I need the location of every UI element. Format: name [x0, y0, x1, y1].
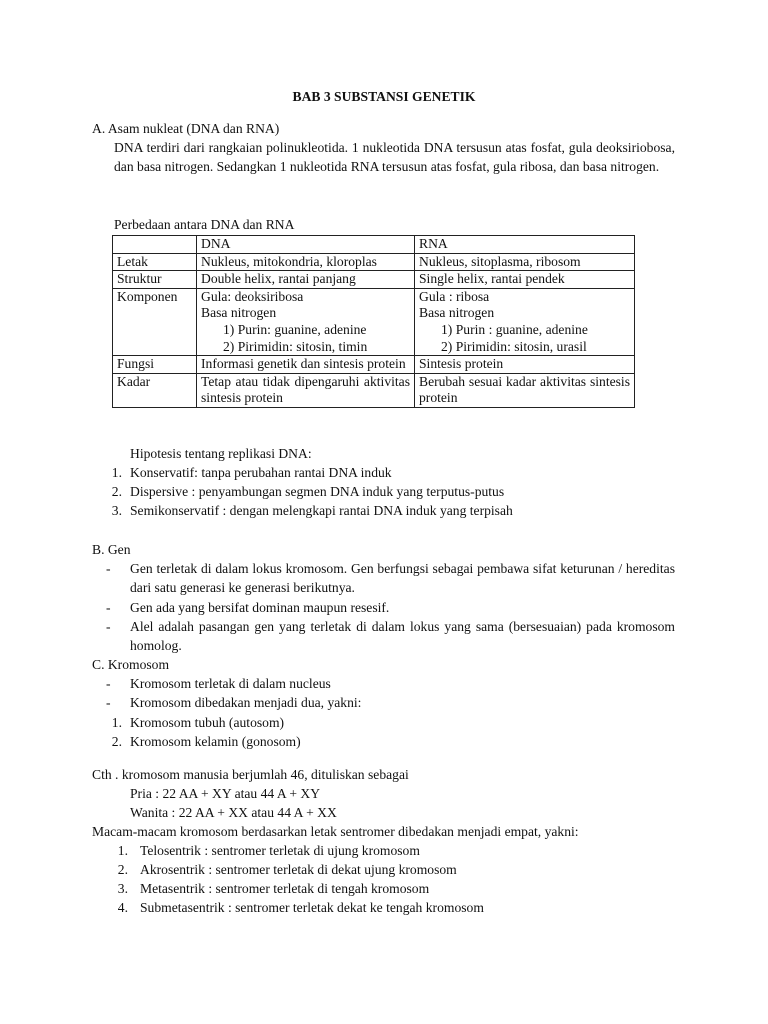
contoh-pria: Pria : 22 AA + XY atau 44 A + XY: [130, 786, 321, 801]
table-header-row: [113, 236, 635, 254]
bullet-dash: -: [106, 600, 111, 615]
macam-item: Metasentrik : sentromer terletak di tengah kromosom: [140, 881, 430, 896]
rna-cell: Berubah sesuai kadar aktivitas sintesis protein: [415, 373, 635, 407]
dna-sugar: Gula: deoksiribosa: [201, 288, 304, 304]
table-row-kadar: [113, 373, 635, 407]
bullet-dash: -: [106, 619, 111, 634]
row-label: Kadar: [113, 373, 197, 407]
rna-cell: Nukleus, sitoplasma, ribosom: [415, 253, 635, 271]
macam-heading: Macam-macam kromosom berdasarkan letak sentromer dibedakan menjadi empat, yakni:: [92, 824, 579, 839]
kromosom-item: Kromosom dibedakan menjadi dua, yakni:: [130, 695, 362, 710]
table-row-komponen: [113, 288, 635, 355]
dna-pirimidin: 2) Pirimidin: sitosin, timin: [223, 338, 368, 354]
dna-cell: [197, 288, 415, 355]
section-b-heading: B. Gen: [92, 542, 131, 557]
dna-purin: 1) Purin: guanine, adenine: [223, 321, 367, 337]
macam-item: Submetasentrik : sentromer terletak dekat ke tengah kromosom: [140, 900, 484, 915]
macam-number: 3.: [117, 881, 128, 896]
hipotesis-number: 2.: [111, 484, 122, 499]
row-label: Komponen: [113, 288, 197, 355]
hipotesis-heading: Hipotesis tentang replikasi DNA:: [130, 446, 312, 461]
table-header-rna: RNA: [415, 236, 635, 254]
dna-cell: Informasi genetik dan sintesis protein: [197, 356, 415, 374]
gen-item: Alel adalah pasangan gen yang terletak di dalam lokus yang sama (bersesuaian) pada kromosom homolog.: [130, 619, 675, 654]
row-label: Fungsi: [113, 356, 197, 374]
hipotesis-item: Semikonservatif : dengan melengkapi rantai DNA induk yang terpisah: [130, 503, 513, 518]
macam-item: Akrosentrik : sentromer terletak di dekat ujung kromosom: [140, 862, 457, 877]
dna-cell: Nukleus, mitokondria, kloroplas: [197, 253, 415, 271]
kromosom-type: Kromosom kelamin (gonosom): [130, 734, 301, 749]
dna-cell: Double helix, rantai panjang: [197, 271, 415, 289]
bullet-dash: -: [106, 561, 111, 576]
dna-base: Basa nitrogen: [201, 305, 277, 321]
bullet-dash: -: [106, 676, 111, 691]
rna-base: Basa nitrogen: [419, 305, 495, 321]
table-header-empty: [113, 236, 197, 254]
section-a-paragraph: DNA terdiri dari rangkaian polinukleotida. 1 nukleotida DNA tersusun atas fosfat, gula deoksiriobosa, dan basa nitrogen. Sedangkan 1 nukleotida RNA tersusun atas fosfat, gula ribosa, dan basa nitrogen.: [114, 140, 675, 175]
kromosom-number: 1.: [111, 715, 122, 730]
gen-item: Gen terletak di dalam lokus kromosom. Gen berfungsi sebagai pembawa sifat keturunan / hereditas dari satu generasi ke generasi berikutnya.: [130, 561, 675, 596]
macam-number: 4.: [117, 900, 128, 915]
macam-item: Telosentrik : sentromer terletak di ujung kromosom: [140, 843, 420, 858]
rna-cell: Sintesis protein: [415, 356, 635, 374]
dna-cell: Tetap atau tidak dipengaruhi aktivitas sintesis protein: [197, 373, 415, 407]
macam-number: 1.: [117, 843, 128, 858]
gen-item: Gen ada yang bersifat dominan maupun resesif.: [130, 600, 390, 615]
hipotesis-number: 1.: [111, 465, 122, 480]
section-a-heading: A. Asam nukleat (DNA dan RNA): [92, 121, 280, 136]
table-header-dna: DNA: [197, 236, 415, 254]
row-label: Struktur: [113, 271, 197, 289]
table-caption: Perbedaan antara DNA dan RNA: [114, 217, 295, 232]
kromosom-number: 2.: [111, 734, 122, 749]
macam-number: 2.: [117, 862, 128, 877]
hipotesis-number: 3.: [111, 503, 122, 518]
bullet-dash: -: [106, 695, 111, 710]
section-c-heading: C. Kromosom: [92, 657, 170, 672]
contoh-wanita: Wanita : 22 AA + XX atau 44 A + XX: [130, 805, 337, 820]
kromosom-item: Kromosom terletak di dalam nucleus: [130, 676, 331, 691]
rna-cell: Single helix, rantai pendek: [415, 271, 635, 289]
table-row-letak: [113, 253, 635, 271]
rna-purin: 1) Purin : guanine, adenine: [441, 321, 588, 337]
rna-pirimidin: 2) Pirimidin: sitosin, urasil: [441, 338, 587, 354]
hipotesis-item: Konservatif: tanpa perubahan rantai DNA induk: [130, 465, 392, 480]
table-row-fungsi: [113, 356, 635, 374]
document-title: BAB 3 SUBSTANSI GENETIK: [292, 89, 476, 104]
row-label: Letak: [113, 253, 197, 271]
table-row-struktur: [113, 271, 635, 289]
rna-sugar: Gula : ribosa: [419, 288, 490, 304]
kromosom-type: Kromosom tubuh (autosom): [130, 715, 285, 730]
rna-cell: [415, 288, 635, 355]
hipotesis-item: Dispersive : penyambungan segmen DNA induk yang terputus-putus: [130, 484, 505, 499]
contoh-line: Cth . kromosom manusia berjumlah 46, dituliskan sebagai: [92, 767, 409, 782]
dna-rna-comparison-table: [112, 235, 635, 408]
